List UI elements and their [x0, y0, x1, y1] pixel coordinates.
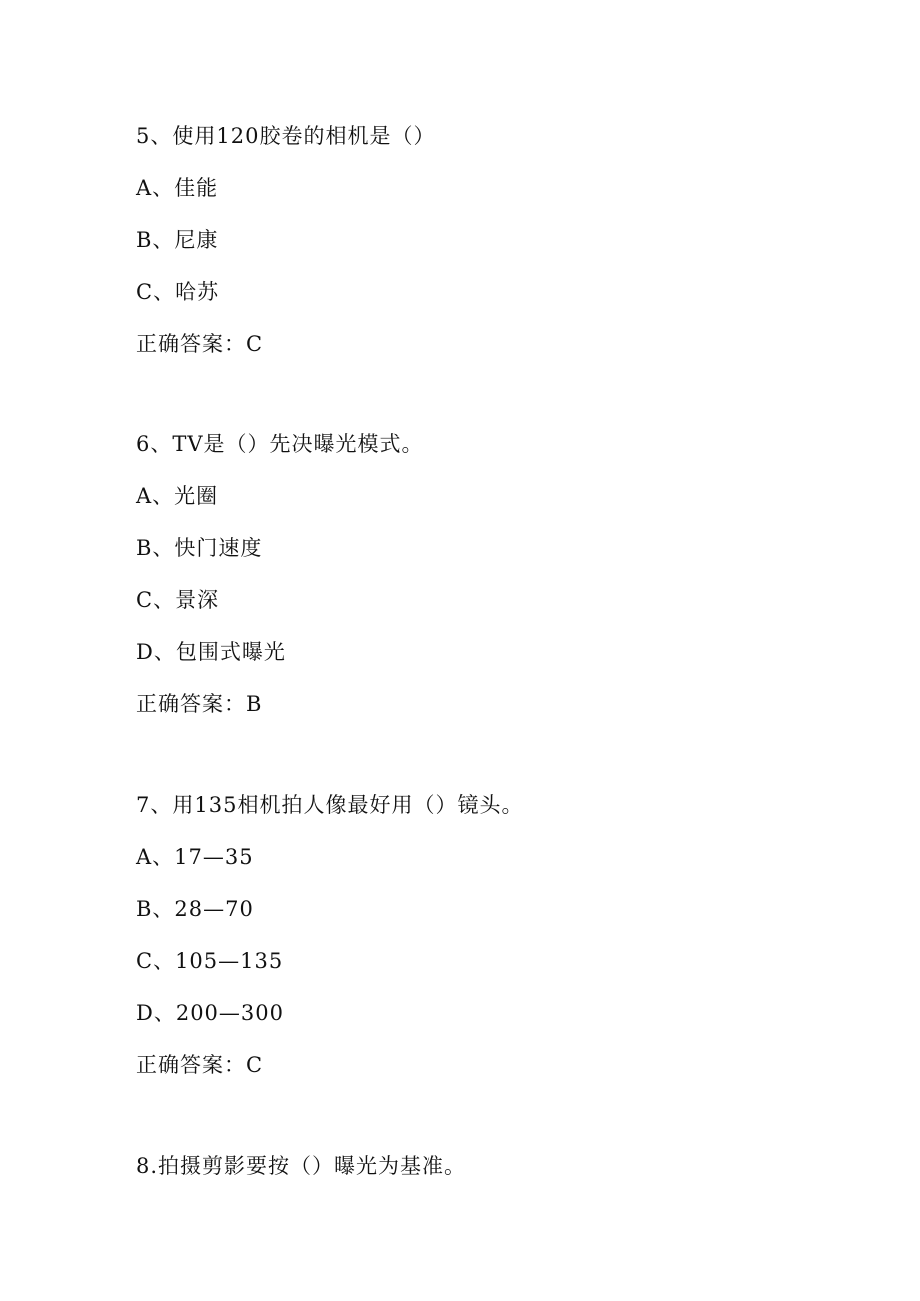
q6-option-a: A、光圈 [136, 484, 219, 508]
q7-option-b: B、28—70 [136, 897, 254, 921]
q6-stem: 6、TV是（）先决曝光模式。 [136, 432, 424, 456]
q7-option-c: C、105—135 [136, 949, 284, 973]
q6-answer: 正确答案：B [136, 692, 263, 716]
q6-option-d: D、包围式曝光 [136, 640, 286, 664]
q6-option-c: C、景深 [136, 588, 220, 612]
q5-option-c: C、哈苏 [136, 280, 220, 304]
q5-answer: 正确答案：C [136, 332, 264, 356]
q7-answer: 正确答案：C [136, 1053, 264, 1077]
q6-option-b: B、快门速度 [136, 536, 263, 560]
q7-option-a: A、17—35 [136, 845, 254, 869]
q7-stem: 7、用135相机拍人像最好用（）镜头。 [136, 793, 524, 817]
q7-option-d: D、200—300 [136, 1001, 285, 1025]
q5-option-b: B、尼康 [136, 228, 219, 252]
q8-stem: 8.拍摄剪影要按（）曝光为基准。 [136, 1154, 467, 1178]
q5-stem: 5、使用120胶卷的相机是（） [136, 124, 436, 148]
q5-option-a: A、佳能 [136, 176, 219, 200]
